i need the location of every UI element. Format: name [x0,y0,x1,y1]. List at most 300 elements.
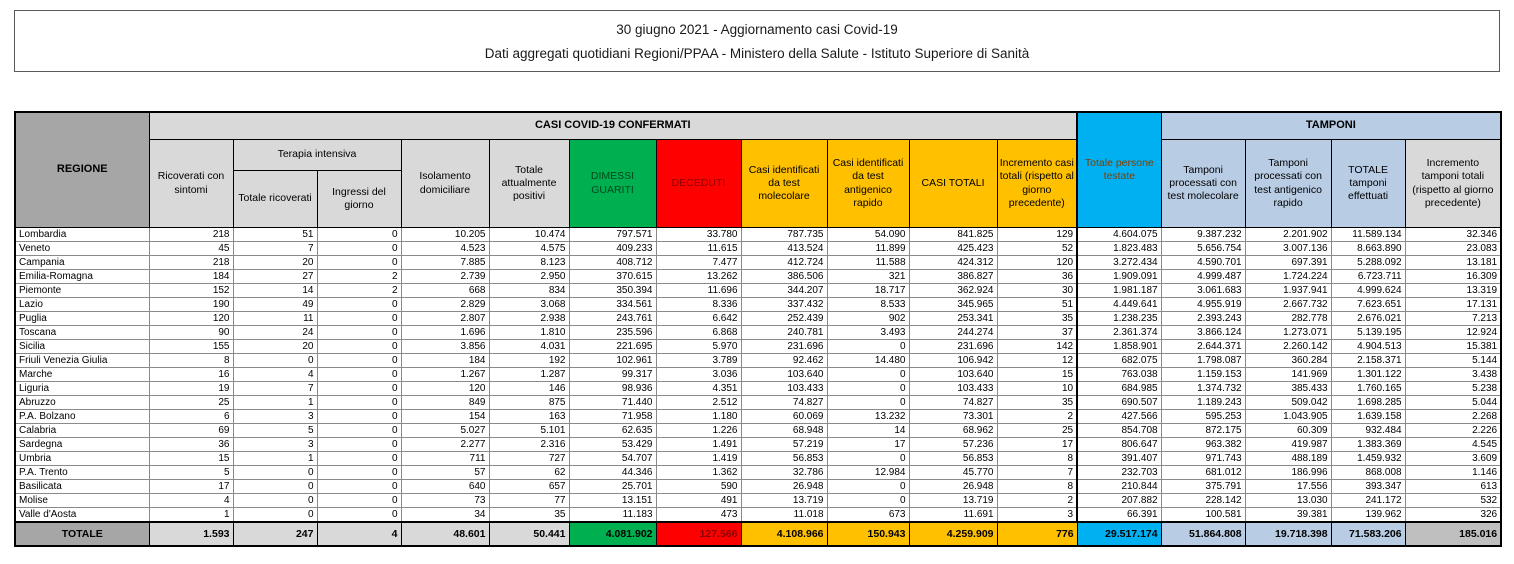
table-row [15,452,1501,466]
value-cell: 1.273.071 [1245,326,1331,340]
value-cell: 228.142 [1161,494,1245,508]
value-cell: 1.724.224 [1245,270,1331,284]
value-cell: 350.394 [569,284,656,298]
value-cell: 2.361.374 [1077,326,1161,340]
value-cell: 24 [233,326,317,340]
value-cell: 0 [317,228,401,242]
value-cell: 7.213 [1405,312,1501,326]
value-cell: 25 [997,424,1077,438]
value-cell: 51 [233,228,317,242]
value-cell: 241.172 [1331,494,1405,508]
value-cell: 1.189.243 [1161,396,1245,410]
value-cell: 0 [233,494,317,508]
value-cell: 473 [656,508,741,523]
region-name-cell: Campania [15,256,149,270]
table-row [15,494,1501,508]
value-cell: 11.899 [827,242,909,256]
value-cell: 11.696 [656,284,741,298]
value-cell: 14.480 [827,354,909,368]
value-cell: 391.407 [1077,452,1161,466]
value-cell: 0 [827,382,909,396]
value-cell: 2.807 [401,312,489,326]
value-cell: 218 [149,228,233,242]
value-cell: 2.201.902 [1245,228,1331,242]
value-cell: 13.719 [909,494,997,508]
region-name-cell: Toscana [15,326,149,340]
value-cell: 8.336 [656,298,741,312]
value-cell: 1.238.235 [1077,312,1161,326]
value-cell: 385.433 [1245,382,1331,396]
value-cell: 12.984 [827,466,909,480]
value-cell: 1.159.153 [1161,368,1245,382]
value-cell: 1.698.285 [1331,396,1405,410]
value-cell: 1 [149,508,233,523]
value-cell: 1.374.732 [1161,382,1245,396]
value-cell: 5.970 [656,340,741,354]
value-cell: 4 [149,494,233,508]
value-cell: 17.131 [1405,298,1501,312]
covid-table-wrapper [14,111,1500,547]
value-cell: 684.985 [1077,382,1161,396]
table-row [15,298,1501,312]
value-cell: 875 [489,396,569,410]
value-cell: 252.439 [741,312,827,326]
table-row [15,410,1501,424]
header-totale-persone-testate: Totale persone testate [1077,112,1161,228]
region-name-cell: Calabria [15,424,149,438]
region-name-cell: Basilicata [15,480,149,494]
value-cell: 243.761 [569,312,656,326]
header-casi-totali: CASI TOTALI [909,140,997,228]
value-cell: 45 [149,242,233,256]
value-cell: 0 [317,480,401,494]
value-cell: 62.635 [569,424,656,438]
value-cell: 0 [317,438,401,452]
value-cell: 71.958 [569,410,656,424]
value-cell: 98.936 [569,382,656,396]
value-cell: 0 [317,312,401,326]
value-cell: 344.207 [741,284,827,298]
table-row [15,326,1501,340]
value-cell: 68.962 [909,424,997,438]
value-cell: 0 [317,494,401,508]
table-row [15,382,1501,396]
value-cell: 595.253 [1161,410,1245,424]
value-cell: 2.512 [656,396,741,410]
value-cell: 49 [233,298,317,312]
value-cell: 0 [827,494,909,508]
value-cell: 103.640 [909,368,997,382]
value-cell: 711 [401,452,489,466]
value-cell: 834 [489,284,569,298]
value-cell: 11.691 [909,508,997,523]
table-row [15,368,1501,382]
value-cell: 5 [233,424,317,438]
value-cell: 0 [317,368,401,382]
value-cell: 4.449.641 [1077,298,1161,312]
value-cell: 868.008 [1331,466,1405,480]
value-cell: 1 [233,396,317,410]
value-cell: 613 [1405,480,1501,494]
value-cell: 23.083 [1405,242,1501,256]
value-cell: 2 [997,410,1077,424]
value-cell: 13.319 [1405,284,1501,298]
value-cell: 1.810 [489,326,569,340]
value-cell: 2.676.021 [1331,312,1405,326]
value-cell: 53.429 [569,438,656,452]
value-cell: 25.701 [569,480,656,494]
value-cell: 18.717 [827,284,909,298]
value-cell: 1.146 [1405,466,1501,480]
value-cell: 17 [827,438,909,452]
value-cell: 841.825 [909,228,997,242]
value-cell: 0 [317,410,401,424]
value-cell: 2 [317,284,401,298]
value-cell: 3.493 [827,326,909,340]
value-cell: 231.696 [741,340,827,354]
value-cell: 0 [317,466,401,480]
value-cell: 3.061.683 [1161,284,1245,298]
value-cell: 386.506 [741,270,827,284]
value-cell: 727 [489,452,569,466]
value-cell: 235.596 [569,326,656,340]
value-cell: 37 [997,326,1077,340]
header-group-terapia-intensiva: Terapia intensiva [233,140,401,171]
value-cell: 5.288.092 [1331,256,1405,270]
value-cell: 35 [997,312,1077,326]
value-cell: 221.695 [569,340,656,354]
region-name-cell: Lazio [15,298,149,312]
value-cell: 11.589.134 [1331,228,1405,242]
value-cell: 1.760.165 [1331,382,1405,396]
value-cell: 15.381 [1405,340,1501,354]
value-cell: 57.219 [741,438,827,452]
value-cell: 408.712 [569,256,656,270]
value-cell: 4.031 [489,340,569,354]
value-cell: 334.561 [569,298,656,312]
value-cell: 1.798.087 [1161,354,1245,368]
value-cell: 184 [401,354,489,368]
value-cell: 192 [489,354,569,368]
table-row [15,284,1501,298]
value-cell: 6.868 [656,326,741,340]
value-cell: 321 [827,270,909,284]
value-cell: 0 [317,508,401,523]
total-label-cell: TOTALE [15,522,149,546]
value-cell: 25 [149,396,233,410]
value-cell: 787.735 [741,228,827,242]
value-cell: 129 [997,228,1077,242]
value-cell: 2.739 [401,270,489,284]
value-cell: 103.433 [741,382,827,396]
value-cell: 11.615 [656,242,741,256]
value-cell: 190 [149,298,233,312]
value-cell: 4.545 [1405,438,1501,452]
value-cell: 7 [233,382,317,396]
value-cell: 3.036 [656,368,741,382]
value-cell: 120 [149,312,233,326]
value-cell: 0 [317,396,401,410]
value-cell: 386.827 [909,270,997,284]
value-cell: 68.948 [741,424,827,438]
value-cell: 5.027 [401,424,489,438]
value-cell: 4.999.624 [1331,284,1405,298]
value-cell: 2.226 [1405,424,1501,438]
header-incremento-casi: Incremento casi totali (rispetto al giorno precedente) [997,140,1077,228]
value-cell: 932.484 [1331,424,1405,438]
value-cell: 3 [233,410,317,424]
region-name-cell: Puglia [15,312,149,326]
value-cell: 424.312 [909,256,997,270]
value-cell: 0 [317,256,401,270]
value-cell: 2.829 [401,298,489,312]
value-cell: 39.381 [1245,508,1331,523]
value-cell: 2.667.732 [1245,298,1331,312]
value-cell: 409.233 [569,242,656,256]
value-cell: 139.962 [1331,508,1405,523]
value-cell: 0 [317,298,401,312]
value-cell: 668 [401,284,489,298]
region-name-cell: Emilia-Romagna [15,270,149,284]
value-cell: 491 [656,494,741,508]
value-cell: 509.042 [1245,396,1331,410]
value-cell: 210.844 [1077,480,1161,494]
value-cell: 4.604.075 [1077,228,1161,242]
value-cell: 4.575 [489,242,569,256]
value-cell: 185.016 [1405,522,1501,546]
table-row [15,340,1501,354]
value-cell: 74.827 [741,396,827,410]
value-cell: 56.853 [741,452,827,466]
value-cell: 33.780 [656,228,741,242]
value-cell: 806.647 [1077,438,1161,452]
value-cell: 1.639.158 [1331,410,1405,424]
value-cell: 9.387.232 [1161,228,1245,242]
value-cell: 3.789 [656,354,741,368]
header-regione: REGIONE [15,112,149,228]
value-cell: 10.474 [489,228,569,242]
region-name-cell: P.A. Trento [15,466,149,480]
value-cell: 15 [997,368,1077,382]
value-cell: 154 [401,410,489,424]
value-cell: 8 [997,480,1077,494]
value-cell: 29.517.174 [1077,522,1161,546]
header-totale-attualmente-positivi: Totale attualmente positivi [489,140,569,228]
value-cell: 0 [827,368,909,382]
value-cell: 150.943 [827,522,909,546]
value-cell: 4.523 [401,242,489,256]
value-cell: 73 [401,494,489,508]
value-cell: 427.566 [1077,410,1161,424]
value-cell: 872.175 [1161,424,1245,438]
value-cell: 8.663.890 [1331,242,1405,256]
value-cell: 16.309 [1405,270,1501,284]
value-cell: 73.301 [909,410,997,424]
value-cell: 11.588 [827,256,909,270]
value-cell: 0 [317,452,401,466]
value-cell: 32.346 [1405,228,1501,242]
value-cell: 1.459.932 [1331,452,1405,466]
value-cell: 0 [317,354,401,368]
value-cell: 10.205 [401,228,489,242]
value-cell: 6 [149,410,233,424]
value-cell: 3.866.124 [1161,326,1245,340]
value-cell: 971.743 [1161,452,1245,466]
header-ricoverati-con-sintomi: Ricoverati con sintomi [149,140,233,228]
value-cell: 345.965 [909,298,997,312]
value-cell: 2.158.371 [1331,354,1405,368]
value-cell: 3.007.136 [1245,242,1331,256]
value-cell: 1 [233,452,317,466]
value-cell: 657 [489,480,569,494]
value-cell: 0 [317,242,401,256]
value-cell: 17 [997,438,1077,452]
value-cell: 1.696 [401,326,489,340]
value-cell: 106.942 [909,354,997,368]
value-cell: 60.069 [741,410,827,424]
header-casi-test-antigenico: Casi identificati da test antigenico rapido [827,140,909,228]
value-cell: 231.696 [909,340,997,354]
value-cell: 218 [149,256,233,270]
value-cell: 103.433 [909,382,997,396]
value-cell: 14 [233,284,317,298]
value-cell: 4.351 [656,382,741,396]
value-cell: 44.346 [569,466,656,480]
value-cell: 2.277 [401,438,489,452]
value-cell: 27 [233,270,317,284]
region-name-cell: Umbria [15,452,149,466]
value-cell: 20 [233,340,317,354]
value-cell: 776 [997,522,1077,546]
value-cell: 3.438 [1405,368,1501,382]
region-name-cell: Sardegna [15,438,149,452]
value-cell: 35 [489,508,569,523]
value-cell: 5.139.195 [1331,326,1405,340]
value-cell: 7.477 [656,256,741,270]
region-name-cell: Valle d'Aosta [15,508,149,523]
value-cell: 4.904.513 [1331,340,1405,354]
value-cell: 1.593 [149,522,233,546]
value-cell: 3 [997,508,1077,523]
value-cell: 2 [317,270,401,284]
table-row [15,508,1501,523]
value-cell: 54.090 [827,228,909,242]
value-cell: 419.987 [1245,438,1331,452]
value-cell: 854.708 [1077,424,1161,438]
value-cell: 92.462 [741,354,827,368]
value-cell: 375.791 [1161,480,1245,494]
report-title-line2: Dati aggregati quotidiani Regioni/PPAA - Ministero della Salute - Istituto Superiore di Sanità [484,45,1030,61]
value-cell: 7 [233,242,317,256]
table-row [15,396,1501,410]
region-name-cell: Molise [15,494,149,508]
value-cell: 690.507 [1077,396,1161,410]
header-tamponi-molecolare: Tamponi processati con test molecolare [1161,140,1245,228]
value-cell: 3.856 [401,340,489,354]
value-cell: 0 [827,340,909,354]
value-cell: 2.393.243 [1161,312,1245,326]
value-cell: 3.609 [1405,452,1501,466]
value-cell: 13.719 [741,494,827,508]
value-cell: 155 [149,340,233,354]
value-cell: 71.583.206 [1331,522,1405,546]
header-dimessi-guariti: DIMESSI GUARITI [569,140,656,228]
value-cell: 6.723.711 [1331,270,1405,284]
value-cell: 13.181 [1405,256,1501,270]
value-cell: 362.924 [909,284,997,298]
value-cell: 30 [997,284,1077,298]
value-cell: 36 [997,270,1077,284]
value-cell: 2.938 [489,312,569,326]
value-cell: 16 [149,368,233,382]
value-cell: 0 [317,382,401,396]
value-cell: 326 [1405,508,1501,523]
value-cell: 15 [149,452,233,466]
region-name-cell: Piemonte [15,284,149,298]
table-row [15,256,1501,270]
value-cell: 48.601 [401,522,489,546]
value-cell: 8 [149,354,233,368]
value-cell: 57.236 [909,438,997,452]
value-cell: 1.909.091 [1077,270,1161,284]
value-cell: 412.724 [741,256,827,270]
table-row [15,438,1501,452]
value-cell: 50.441 [489,522,569,546]
value-cell: 71.440 [569,396,656,410]
value-cell: 4.955.919 [1161,298,1245,312]
value-cell: 17 [149,480,233,494]
value-cell: 141.969 [1245,368,1331,382]
value-cell: 0 [317,424,401,438]
report-title-box [14,10,1500,72]
value-cell: 4.108.966 [741,522,827,546]
value-cell: 127.566 [656,522,741,546]
value-cell: 102.961 [569,354,656,368]
value-cell: 370.615 [569,270,656,284]
value-cell: 152 [149,284,233,298]
value-cell: 69 [149,424,233,438]
table-row [15,270,1501,284]
value-cell: 100.581 [1161,508,1245,523]
value-cell: 0 [827,396,909,410]
value-cell: 4.999.487 [1161,270,1245,284]
value-cell: 4.590.701 [1161,256,1245,270]
value-cell: 6.642 [656,312,741,326]
value-cell: 17.556 [1245,480,1331,494]
header-incremento-tamponi: Incremento tamponi totali (rispetto al giorno precedente) [1405,140,1501,228]
value-cell: 13.151 [569,494,656,508]
value-cell: 532 [1405,494,1501,508]
value-cell: 488.189 [1245,452,1331,466]
value-cell: 1.981.187 [1077,284,1161,298]
report-title-line1: 30 giugno 2021 - Aggiornamento casi Covid-19 [616,21,898,37]
value-cell: 20 [233,256,317,270]
value-cell: 5.044 [1405,396,1501,410]
value-cell: 963.382 [1161,438,1245,452]
value-cell: 3.068 [489,298,569,312]
header-totale-tamponi: TOTALE tamponi effettuati [1331,140,1405,228]
value-cell: 163 [489,410,569,424]
region-name-cell: Sicilia [15,340,149,354]
value-cell: 12.924 [1405,326,1501,340]
value-cell: 99.317 [569,368,656,382]
region-name-cell: Marche [15,368,149,382]
value-cell: 2.950 [489,270,569,284]
table-body [15,228,1501,547]
value-cell: 5 [149,466,233,480]
value-cell: 5.238 [1405,382,1501,396]
value-cell: 77 [489,494,569,508]
